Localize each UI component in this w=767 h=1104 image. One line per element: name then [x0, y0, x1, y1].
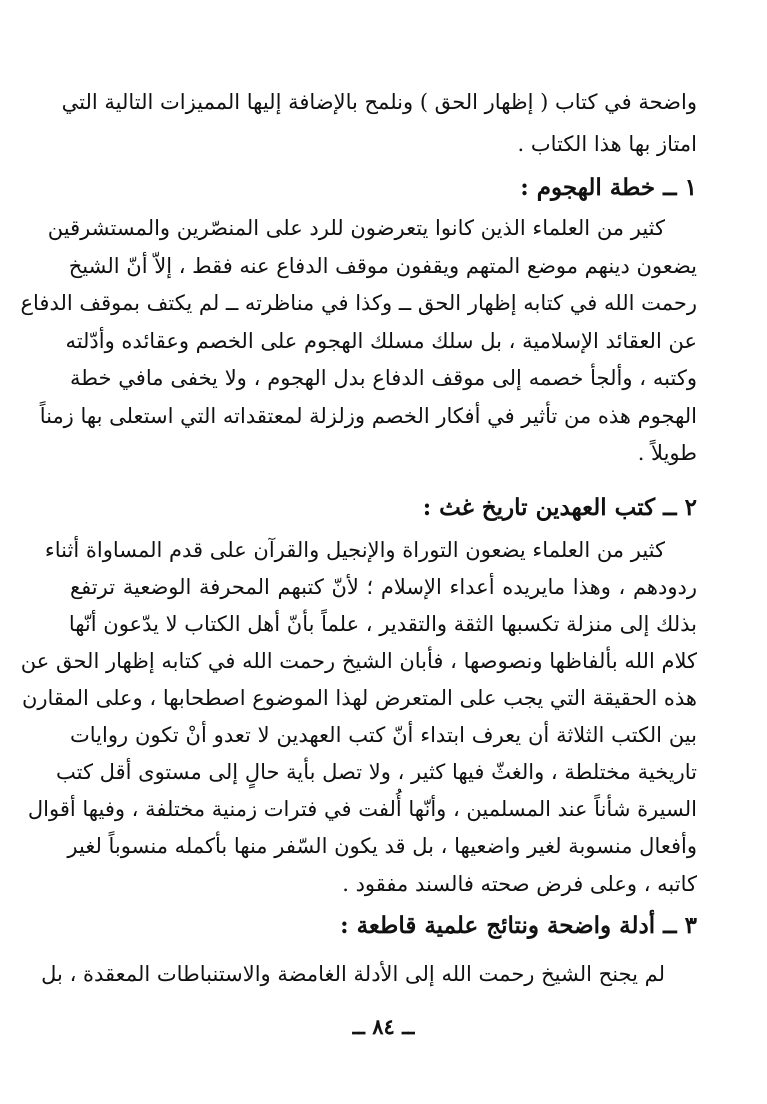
section-2-line-5: هذه الحقيقة التي يجب على المتعرض لهذا الموضوع اصطحابها ، وعلى المقارن — [21, 686, 697, 710]
section-2-line-3: بذلك إلى منزلة تكسبها الثقة والتقدير ، علماً بأنّ أهل الكتاب لا يدّعون أنّها — [68, 612, 697, 636]
section-1-line-3: رحمت الله في كتابه إظهار الحق ــ وكذا في مناظرته ــ لم يكتف بموقف الدفاع — [20, 291, 697, 315]
section-2-line-6: بين الكتب الثلاثة أن يعرف ابتداء أنّ كتب العهدين لا تعدو أنْ تكون روايات — [70, 723, 697, 747]
section-2-line-7: تاريخية مختلطة ، والغثّ فيها كثير ، ولا تصل بأية حالٍ إلى مستوى أقل كتب — [56, 760, 697, 784]
intro-line-1: واضحة في كتاب ( إظهار الحق ) ونلمح بالإضافة إليها المميزات التالية التي — [61, 90, 697, 114]
intro-line-2: امتاز بها هذا الكتاب . — [517, 132, 697, 156]
section-2-line-10: كاتبه ، وعلى فرض صحته فالسند مفقود . — [342, 872, 697, 896]
section-1-line-5: وكتبه ، وألجأ خصمه إلى موقف الدفاع بدل الهجوم ، ولا يخفى مافي خطة — [70, 366, 697, 390]
section-1-line-2: يضعون دينهم موضع المتهم ويقفون موقف الدفاع عنه فقط ، إلاّ أنّ الشيخ — [68, 253, 697, 278]
section-2-line-1: كثير من العلماء يضعون التوراة والإنجيل والقرآن على قدم المساواة أثناء — [44, 538, 665, 562]
section-2-heading: ٢ ــ كتب العهدين تاريخ غث : — [422, 494, 697, 521]
section-2-line-2: ردودهم ، وهذا مايريده أعداء الإسلام ؛ لأنّ كتبهم المحرفة الوضعية ترتفع — [70, 575, 697, 599]
section-1-line-1: كثير من العلماء الذين كانوا يتعرضون للرد على المنصّرين والمستشرقين — [47, 216, 665, 240]
section-2-line-8: السيرة شأناً عند المسلمين ، وأنّها أُلفت في فترات زمنية مختلفة ، وفيها أقوال — [27, 797, 697, 821]
section-2-line-9: وأفعال منسوبة لغير واضعيها ، بل قد يكون السّفر منها بأكمله منسوباً لغير — [67, 834, 697, 858]
section-2-line-4: كلام الله بألفاظها ونصوصها ، فأبان الشيخ رحمت الله في كتابه إظهار الحق عن — [20, 649, 697, 673]
section-1-heading: ١ ــ خطة الهجوم : — [520, 174, 697, 201]
section-1-line-7: طويلاً . — [637, 441, 697, 465]
section-3-line-1: لم يجنح الشيخ رحمت الله إلى الأدلة الغامضة والاستنباطات المعقدة ، بل — [41, 962, 665, 986]
section-1-line-6: الهجوم هذه من تأثير في أفكار الخصم وزلزلة لمعتقداته التي استعلى بها زمناً — [39, 403, 697, 428]
section-3-heading: ٣ ــ أدلة واضحة ونتائج علمية قاطعة : — [340, 912, 697, 939]
page-number: ــ ٨٤ ــ — [352, 1014, 415, 1039]
section-1-line-4: عن العقائد الإسلامية ، بل سلك مسلك الهجوم على الخصم وعقائده وأدّلته — [65, 328, 697, 353]
